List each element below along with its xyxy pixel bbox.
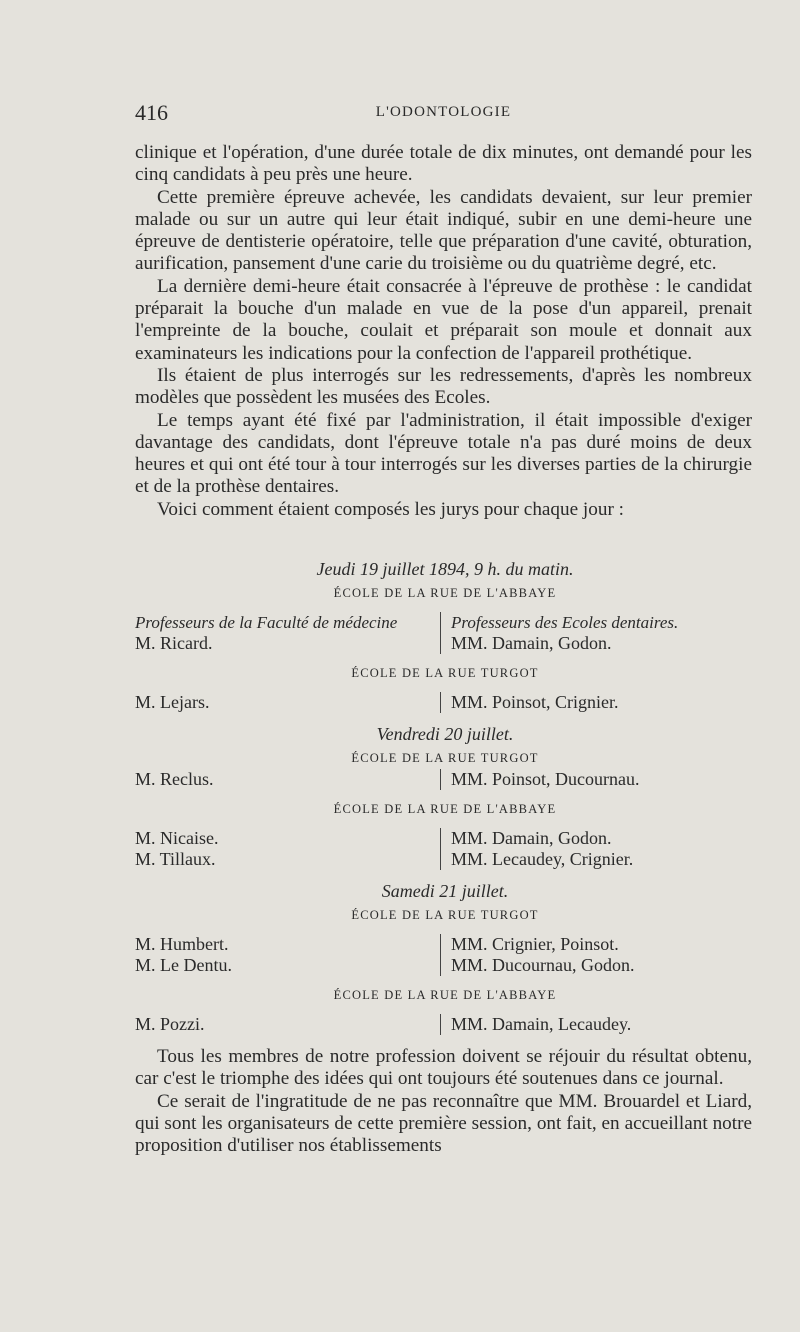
school-heading: ÉCOLE DE LA RUE TURGOT — [351, 751, 539, 765]
school-heading: ÉCOLE DE LA RUE TURGOT — [351, 666, 539, 680]
paragraph: Ils étaient de plus interrogés sur les redressements, d'après les nombreux modèles que possèdent les musées des Ecoles. — [135, 364, 752, 409]
closing-text — [135, 1046, 752, 1157]
paragraph: Tous les membres de notre profession doivent se réjouir du résultat obtenu, car c'est le triomphe des idées qui ont toujours été soutenues dans ce journal. — [135, 1046, 752, 1090]
jury-row — [135, 692, 755, 713]
jury-row — [135, 828, 755, 849]
day-heading: Samedi 21 juillet. — [381, 881, 509, 901]
faculty-member: M. Lejars. — [135, 692, 210, 712]
jury-row — [135, 612, 755, 633]
jury-row — [135, 769, 755, 790]
school-members: MM. Damain, Godon. — [440, 633, 755, 654]
faculty-member: M. Le Dentu. — [135, 955, 232, 975]
paragraph: Le temps ayant été fixé par l'administration, il était impossible d'exiger davantage des candidats, dont l'épreuve totale n'a pas duré moins de deux heures et qui ont été tour à tour interrogés sur les diverses parties de la chirurgie et de la prothèse dentaires. — [135, 409, 752, 498]
body-text — [135, 142, 752, 521]
school-heading: ÉCOLE DE LA RUE TURGOT — [351, 908, 539, 922]
jury-row — [135, 633, 755, 654]
paragraph: La dernière demi-heure était consacrée à l'épreuve de prothèse : le candidat préparait la bouche d'un malade en vue de la pose d'un appareil, prenait l'empreinte de la bouche, coulait et préparait son moule et donnait aux examinateurs les indications pour la confection de l'appareil prothétique. — [135, 275, 752, 364]
school-heading: ÉCOLE DE LA RUE DE L'ABBAYE — [333, 988, 557, 1002]
column-heading-schools: Professeurs des Ecoles dentaires. — [440, 612, 755, 633]
faculty-member: M. Ricard. — [135, 633, 213, 653]
jury-listing — [135, 556, 755, 1035]
jury-row — [135, 955, 755, 976]
running-title: L'ODONTOLOGIE — [375, 104, 512, 120]
faculty-member: M. Pozzi. — [135, 1014, 205, 1034]
column-heading-faculty: Professeurs de la Faculté de médecine — [135, 613, 398, 632]
school-heading: ÉCOLE DE LA RUE DE L'ABBAYE — [333, 586, 557, 600]
school-members: MM. Crignier, Poinsot. — [440, 934, 755, 955]
day-heading: Jeudi 19 juillet 1894, 9 h. du matin. — [316, 559, 574, 579]
jury-row — [135, 849, 755, 870]
paragraph: Voici comment étaient composés les jurys pour chaque jour : — [157, 498, 624, 520]
school-members: MM. Ducournau, Godon. — [440, 955, 755, 976]
school-members: MM. Poinsot, Ducournau. — [440, 769, 755, 790]
school-members: MM. Lecaudey, Crignier. — [440, 849, 755, 870]
paragraph: Cette première épreuve achevée, les candidats devaient, sur leur premier malade ou sur un autre qui leur était indiqué, subir en une demi-heure une épreuve de dentisterie opératoire, telle que préparation d'une cavité, obturation, aurification, pansement d'une carie du troisième ou du quatrième degré, etc. — [135, 186, 752, 275]
faculty-member: M. Tillaux. — [135, 849, 216, 869]
school-members: MM. Poinsot, Crignier. — [440, 692, 755, 713]
jury-row — [135, 1014, 755, 1035]
paragraph: clinique et l'opération, d'une durée totale de dix minutes, ont demandé pour les cinq candidats à peu près une heure. — [135, 142, 752, 186]
page-header — [135, 100, 752, 132]
page-number: 416 — [135, 100, 168, 125]
faculty-member: M. Nicaise. — [135, 828, 219, 848]
school-heading: ÉCOLE DE LA RUE DE L'ABBAYE — [333, 802, 557, 816]
school-members: MM. Damain, Lecaudey. — [440, 1014, 755, 1035]
day-heading: Vendredi 20 juillet. — [376, 724, 514, 744]
school-members: MM. Damain, Godon. — [440, 828, 755, 849]
paragraph: Ce serait de l'ingratitude de ne pas reconnaître que MM. Brouardel et Liard, qui sont les organisateurs de cette première session, ont fait, en accueillant notre proposition d'utiliser nos établissements — [135, 1090, 752, 1157]
faculty-member: M. Humbert. — [135, 934, 229, 954]
jury-row — [135, 934, 755, 955]
faculty-member: M. Reclus. — [135, 769, 214, 789]
